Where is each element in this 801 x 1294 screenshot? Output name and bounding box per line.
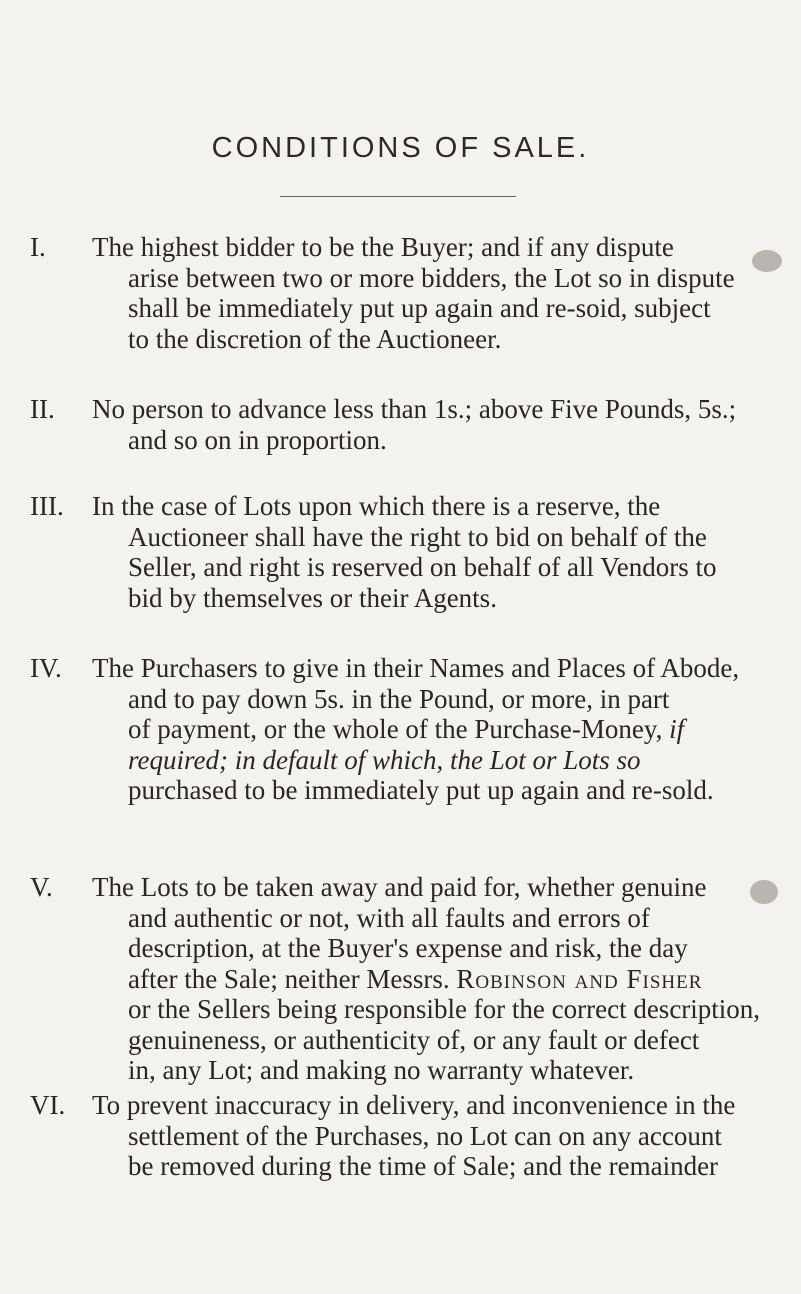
clause-line: or the Sellers being responsible for the correct description, — [128, 994, 761, 1024]
title-underline — [280, 196, 516, 197]
clause-line: arise between two or more bidders, the Lot so in dispute — [128, 262, 735, 293]
clause-numeral: III. — [30, 491, 64, 521]
clause-numeral: I. — [30, 232, 46, 262]
clause-line: to the discretion of the Auctioneer. — [128, 323, 502, 354]
clause-line: in, any Lot; and making no warranty whatever. — [128, 1055, 635, 1085]
page-title: CONDITIONS OF SALE. — [211, 132, 590, 164]
clause-numeral: II. — [30, 394, 55, 424]
clause-line: shall be immediately put up again and re-soid, subject — [128, 293, 711, 323]
clause-line: required; in default of which, the Lot or Lots so — [128, 744, 641, 775]
clause-line: Auctioneer shall have the right to bid on behalf of the — [128, 521, 707, 552]
clause-line: and authentic or not, with all faults and errors of — [128, 902, 650, 933]
clause-line: No person to advance less than 1s.; above Five Pounds, 5s.; — [92, 394, 737, 424]
clause-line: In the case of Lots upon which there is a reserve, the — [92, 491, 661, 521]
clause-numeral: V. — [30, 872, 53, 902]
clause-line: The Lots to be taken away and paid for, whether genuine — [92, 872, 707, 902]
clause-line: The Purchasers to give in their Names and Places of Abode, — [92, 653, 740, 683]
clause-line: description, at the Buyer's expense and risk, the day — [128, 933, 688, 963]
clause-line: bid by themselves or their Agents. — [128, 582, 497, 613]
clause-line: be removed during the time of Sale; and the remainder — [128, 1151, 719, 1181]
ink-blot — [752, 250, 782, 272]
clause-line: and so on in proportion. — [128, 424, 387, 455]
clause-numeral: IV. — [30, 653, 62, 683]
italic-word: if — [669, 714, 685, 744]
clause-line: after the Sale; neither Messrs. — [128, 963, 450, 994]
clause-line: genuineness, or authenticity of, or any fault or defect — [128, 1024, 700, 1055]
clause-numeral: VI. — [30, 1090, 66, 1120]
clause-line: The highest bidder to be the Buyer; and if any dispute — [92, 232, 674, 262]
clause-line: Seller, and right is reserved on behalf of all Vendors to — [128, 552, 717, 582]
clause-line: purchased to be immediately put up again and re-sold. — [128, 775, 714, 805]
clause-line: and to pay down 5s. in the Pound, or more, in part — [128, 683, 670, 714]
clause-line: settlement of the Purchases, no Lot can on any account — [128, 1120, 722, 1151]
clause-line: To prevent inaccuracy in delivery, and inconvenience in the — [92, 1090, 736, 1120]
clause-line: of payment, or the whole of the Purchase-Money, — [128, 714, 663, 744]
firm-name: Robinson and Fisher — [456, 963, 703, 994]
ink-blot — [750, 880, 778, 904]
